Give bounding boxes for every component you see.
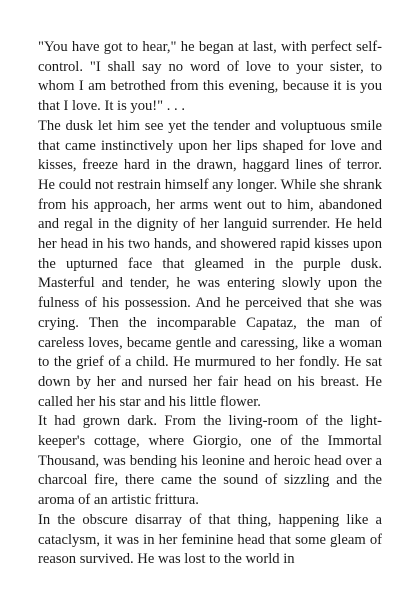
paragraph: It had grown dark. From the living-room of the light-keeper's cottage, where Giorgio, one of the Immortal Thousand, was bending his leonine and heroic head over a charcoal fire, there came the sound of sizzling and the aroma of an artistic frittura. xyxy=(38,413,382,509)
paragraph: The dusk let him see yet the tender and voluptuous smile that came instinctively upon her lips shaped for love and kisses, freeze hard in the drawn, haggard lines of terror. He could not restrain himself any longer. While she shrank from his approach, her arms went out to him, abandoned and regal in the dignity of her languid surrender. He held her head in his two hands, and showered rapid kisses upon the upturned face that gleamed in the purple dusk. Masterful and tender, he was entering slowly upon the fulness of his possession. And he perceived that she was crying. Then the incomparable Capataz, the man of careless loves, became gentle and caressing, like a woman to the grief of a child. He murmured to her fondly. He sat down by her and nursed her fair head on his breast. He called her his star and his little flower. xyxy=(38,117,382,410)
paragraph: "You have got to hear," he began at last, with perfect self-control. "I shall say no word of love to your sister, to whom I am betrothed from this evening, because it is you that I love. It is you!" . . . xyxy=(38,39,382,115)
paragraph: In the obscure disarray of that thing, happening like a cataclysm, it was in her feminine head that some gleam of reason survived. He was lost to the world in xyxy=(38,511,382,568)
page-body xyxy=(38,38,382,570)
